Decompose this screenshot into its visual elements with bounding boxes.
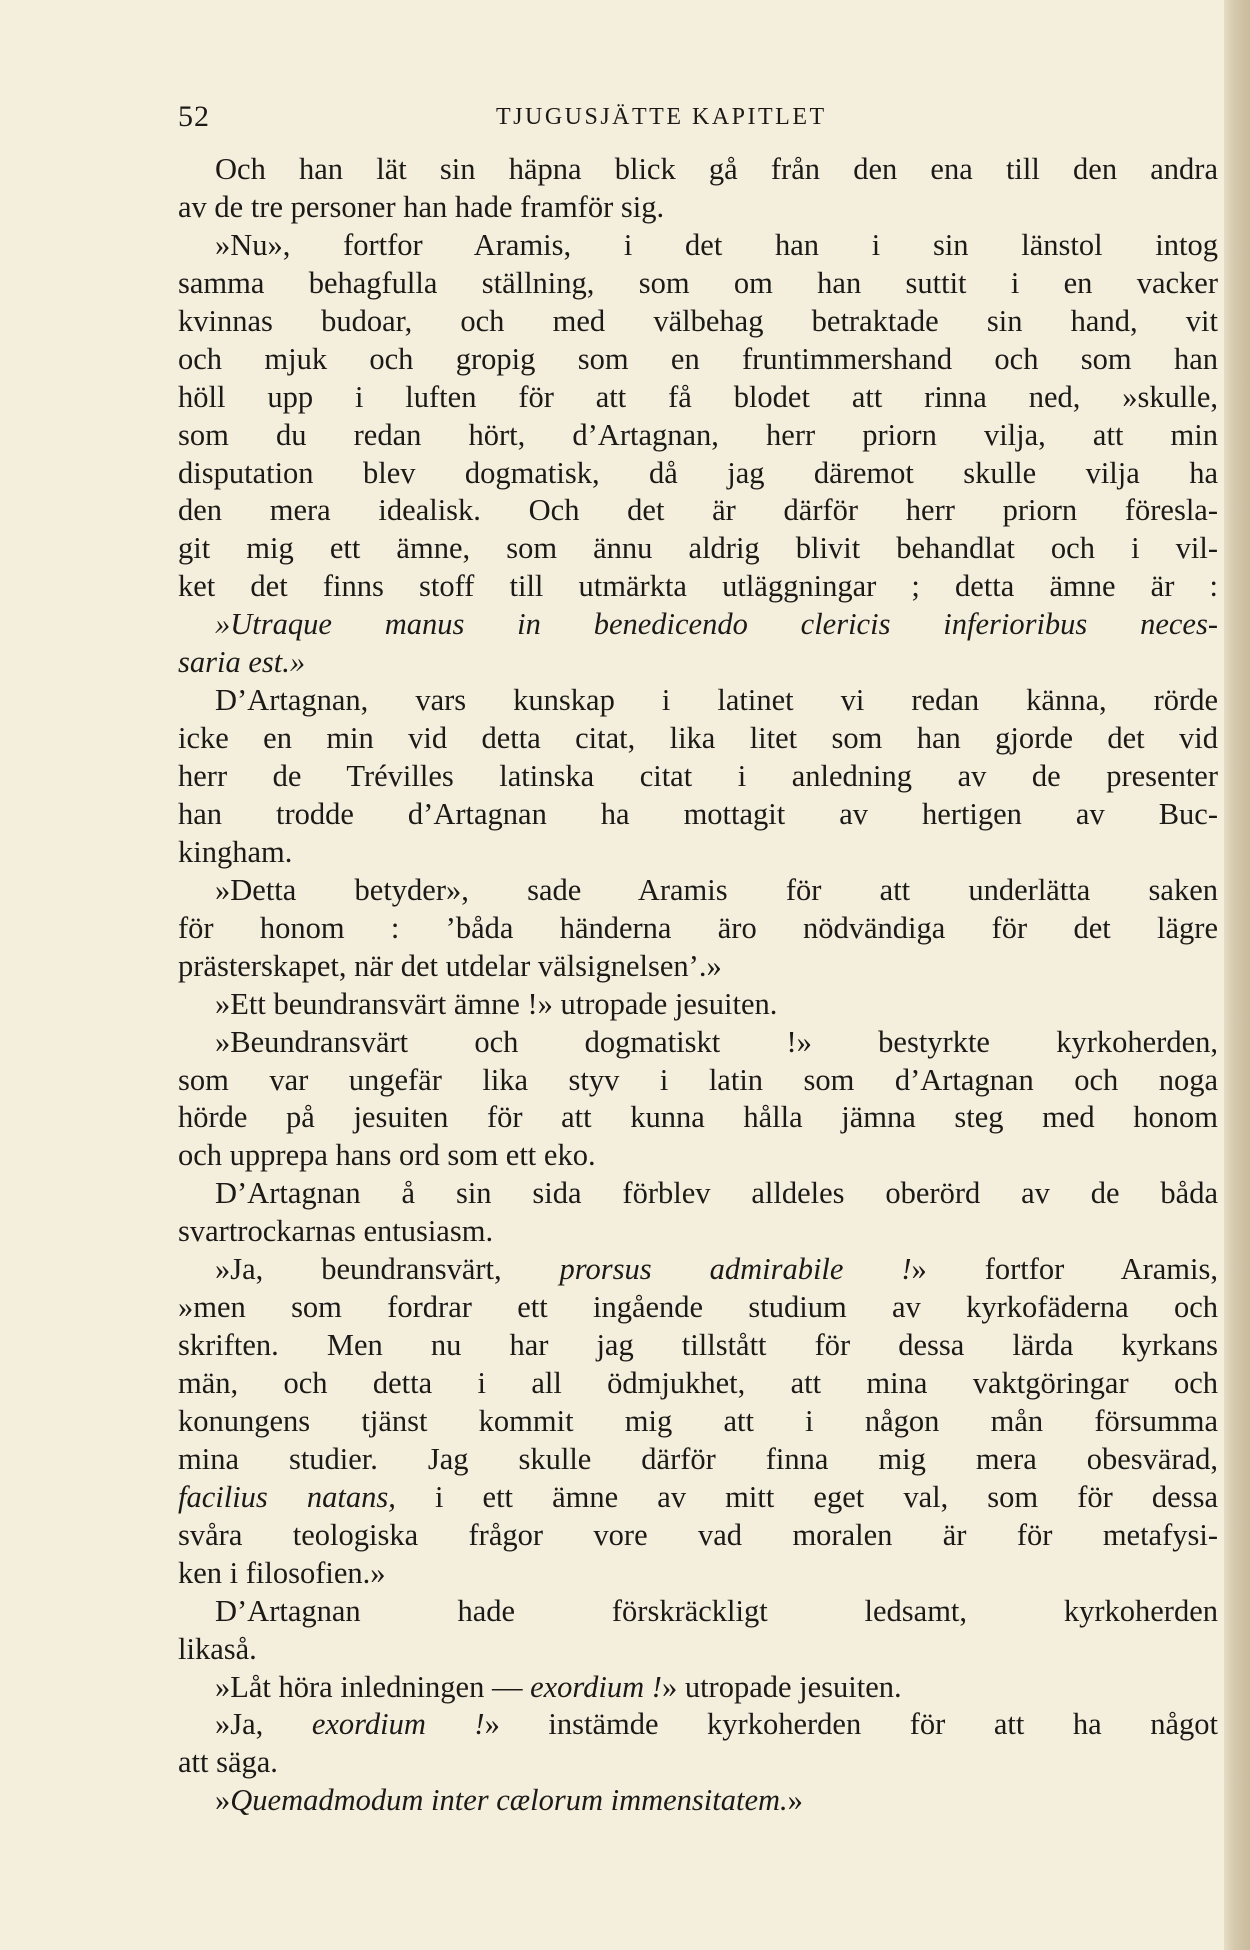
line-text: ket det finns stoff till utmärkta utläggningar ; detta ämne är : <box>178 569 1218 604</box>
text-line <box>178 1403 1218 1441</box>
line-text: svartrockarnas entusiasm. <box>178 1214 494 1249</box>
text-line <box>178 1024 1218 1062</box>
text-line <box>178 1593 1218 1631</box>
text-line <box>178 1213 1218 1251</box>
line-text: för honom : ’båda händerna äro nödvändiga för det lägre <box>178 910 1218 945</box>
italic-text: Quemadmodum inter cælorum immensitatem. <box>230 1783 788 1818</box>
body-text <box>178 151 1218 1820</box>
line-text: svåra teologiska frågor vore vad moralen är för metafysi- <box>178 1517 1218 1552</box>
line-text: den mera idealisk. Och det är därför herr priorn föresla- <box>178 493 1218 528</box>
line-text: kvinnas budoar, och med välbehag betraktade sin hand, vit <box>178 303 1218 338</box>
line-text: D’Artagnan, vars kunskap i latinet vi redan känna, rörde <box>215 683 1218 718</box>
italic-text: »Utraque manus in benedicendo clericis inferioribus neces- <box>215 607 1218 642</box>
text-line <box>178 1517 1218 1555</box>
line-text: » <box>215 1783 231 1818</box>
text-line <box>178 1099 1218 1137</box>
text-line <box>178 151 1218 189</box>
text-line <box>178 1251 1218 1289</box>
line-text: Och han lät sin häpna blick gå från den ena till den andra <box>215 152 1218 186</box>
line-text: konungens tjänst kommit mig att i någon mån försumma <box>178 1403 1218 1438</box>
text-line <box>178 379 1218 417</box>
text-line <box>178 568 1218 606</box>
text-line <box>178 1441 1218 1479</box>
line-text: icke en min vid detta citat, lika litet som han gjorde det vid <box>178 721 1218 756</box>
italic-text: prorsus admirabile ! <box>559 1252 912 1287</box>
line-text: D’Artagnan å sin sida förblev alldeles oberörd av de båda <box>215 1176 1218 1211</box>
line-text: som var ungefär lika styv i latin som d’Artagnan och noga <box>178 1062 1218 1097</box>
line-text: hörde på jesuiten för att kunna hålla jämna steg med honom <box>178 1100 1218 1135</box>
text-line <box>178 1631 1218 1669</box>
text-line <box>178 1327 1218 1365</box>
line-text: som du redan hört, d’Artagnan, herr priorn vilja, att min <box>178 417 1218 452</box>
text-line <box>178 227 1218 265</box>
text-line <box>178 910 1218 948</box>
line-text: » <box>787 1783 803 1818</box>
text-line <box>178 1706 1218 1744</box>
line-text: »men som fordrar ett ingående studium av kyrkofäderna och <box>178 1290 1218 1325</box>
text-line <box>178 1175 1218 1213</box>
line-text: »Detta betyder», sade Aramis för att underlätta saken <box>215 872 1218 907</box>
line-text: git mig ett ämne, som ännu aldrig blivit behandlat och i vil- <box>178 531 1218 566</box>
text-line <box>178 1137 1218 1175</box>
line-text: likaså. <box>178 1631 257 1666</box>
text-line <box>178 1782 1218 1820</box>
text-line <box>178 1365 1218 1403</box>
line-text: höll upp i luften för att få blodet att rinna ned, »skulle, <box>178 379 1218 414</box>
line-text: att säga. <box>178 1745 278 1780</box>
text-line <box>178 1289 1218 1327</box>
text-line <box>178 1479 1218 1517</box>
line-text: D’Artagnan hade förskräckligt ledsamt, kyrkoherden <box>215 1593 1218 1628</box>
text-line <box>178 341 1218 379</box>
text-line <box>178 720 1218 758</box>
text-line <box>178 682 1218 720</box>
text-line <box>178 872 1218 910</box>
text-line <box>178 189 1218 227</box>
line-text: män, och detta i all ödmjukhet, att mina vaktgöringar och <box>178 1366 1218 1400</box>
line-text: »Låt höra inledningen — <box>215 1669 531 1704</box>
italic-text: exordium ! <box>530 1669 662 1704</box>
line-text: »Ja, <box>215 1707 312 1742</box>
page-header <box>178 100 1218 140</box>
text-line <box>178 948 1218 986</box>
page-number: 52 <box>178 100 210 133</box>
line-text: » instämde kyrkoherden för att ha något <box>484 1707 1218 1742</box>
text-line <box>178 492 1218 530</box>
text-line <box>178 303 1218 341</box>
line-text: och mjuk och gropig som en fruntimmershand och som han <box>178 341 1218 376</box>
line-text: herr de Trévilles latinska citat i anledning av de presenter <box>178 759 1218 793</box>
text-line <box>178 834 1218 872</box>
text-line <box>178 417 1218 455</box>
line-text: ken i filosofien.» <box>178 1555 386 1590</box>
line-text: » utropade jesuiten. <box>661 1669 902 1704</box>
text-line <box>178 796 1218 834</box>
line-text: »Ja, beundransvärt, <box>215 1252 560 1287</box>
line-text: av de tre personer han hade framför sig. <box>178 189 665 224</box>
running-title: TJUGUSJÄTTE KAPITLET <box>496 104 827 130</box>
line-text: skriften. Men nu har jag tillstått för dessa lärda kyrkans <box>178 1328 1218 1363</box>
text-line <box>178 455 1218 493</box>
line-text: i ett ämne av mitt eget val, som för dessa <box>395 1479 1218 1514</box>
text-line <box>178 758 1218 796</box>
italic-text: saria est.» <box>178 645 306 680</box>
text-line <box>178 986 1218 1024</box>
line-text: » fortfor Aramis, <box>911 1252 1218 1287</box>
text-line <box>178 606 1218 644</box>
line-text: och upprepa hans ord som ett eko. <box>178 1138 596 1173</box>
text-line <box>178 1669 1218 1707</box>
page-edge-shadow <box>1224 0 1250 1950</box>
italic-text: exordium ! <box>311 1707 485 1742</box>
line-text: han trodde d’Artagnan ha mottagit av hertigen av Buc- <box>178 796 1218 831</box>
text-line <box>178 1062 1218 1100</box>
text-line <box>178 644 1218 682</box>
line-text: »Ett beundransvärt ämne !» utropade jesuiten. <box>215 986 778 1021</box>
line-text: »Beundransvärt och dogmatiskt !» bestyrkte kyrkoherden, <box>215 1024 1218 1059</box>
italic-text: facilius natans, <box>178 1479 396 1514</box>
line-text: mina studier. Jag skulle därför finna mig mera obesvärad, <box>178 1441 1218 1476</box>
text-line <box>178 1555 1218 1593</box>
line-text: prästerskapet, när det utdelar välsignelsen’.» <box>178 948 722 983</box>
line-text: kingham. <box>178 834 293 869</box>
line-text: samma behagfulla ställning, som om han suttit i en vacker <box>178 265 1218 300</box>
line-text: disputation blev dogmatisk, då jag däremot skulle vilja ha <box>178 455 1218 490</box>
line-text: »Nu», fortfor Aramis, i det han i sin länstol intog <box>215 227 1218 262</box>
text-line <box>178 1744 1218 1782</box>
text-line <box>178 265 1218 303</box>
text-line <box>178 530 1218 568</box>
